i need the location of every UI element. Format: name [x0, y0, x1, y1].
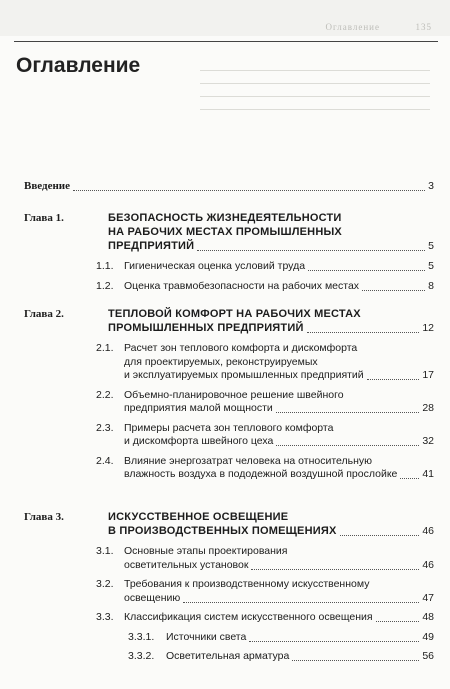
section-number: 2.4.: [96, 454, 114, 467]
dot-leader: [308, 269, 425, 271]
section-title-line: для проектируемых, реконструируемых: [124, 355, 318, 368]
toc-intro-page: 3: [428, 180, 434, 192]
header-strip: [0, 0, 450, 36]
chapter-label: Глава 2.: [24, 308, 64, 320]
section-title-line: Влияние энергозатрат человека на относительную: [124, 454, 373, 467]
dot-leader: [276, 444, 419, 446]
dot-leader: [340, 534, 420, 536]
chapter-title-line: ИСКУССТВЕННОЕ ОСВЕЩЕНИЕ: [108, 511, 289, 523]
section-page: 17: [422, 369, 434, 381]
dot-leader: [400, 477, 419, 479]
section-title-line: Классификация систем искусственного освещения: [124, 611, 373, 623]
section-title-line: Основные этапы проектирования: [124, 545, 288, 557]
section-page: 49: [422, 630, 434, 643]
chapter-title-line: ТЕПЛОВОЙ КОМФОРТ НА РАБОЧИХ МЕСТАХ: [108, 308, 361, 320]
header-page-number: 135: [415, 22, 432, 32]
section-page: 46: [422, 558, 434, 571]
header-rule: [14, 41, 438, 42]
section-page: 41: [422, 468, 434, 480]
section-page: 8: [428, 279, 434, 292]
toc-intro-label: Введение: [24, 180, 71, 192]
section-number: 3.3.: [96, 611, 114, 623]
chapter-title-line: БЕЗОПАСНОСТЬ ЖИЗНЕДЕЯТЕЛЬНОСТИ: [108, 212, 342, 224]
section-page: 48: [422, 611, 434, 623]
chapter-label: Глава 3.: [24, 511, 64, 523]
section-page: 47: [422, 591, 434, 604]
section-page: 32: [422, 435, 434, 447]
section-number: 3.1.: [96, 545, 114, 557]
page-title: Оглавление: [16, 54, 141, 77]
chapter-label: Глава 1.: [24, 212, 64, 224]
section-title-line: Оценка травмобезопасности на рабочих местах: [124, 279, 360, 292]
section-title-line: и дискомфорта швейного цеха: [124, 435, 274, 447]
section-number: 2.2.: [96, 388, 114, 401]
section-title-line: освещению: [124, 591, 181, 604]
section-title-line: предприятия малой мощности: [124, 402, 273, 414]
section-title-line: Осветительная арматура: [166, 650, 290, 662]
chapter-title-line: ПРЕДПРИЯТИЙ: [108, 240, 195, 252]
chapter-title-line: ПРОМЫШЛЕННЫХ ПРЕДПРИЯТИЙ: [108, 322, 304, 334]
section-title-line: влажность воздуха в пододежной воздушной прослойке: [124, 468, 398, 480]
dot-leader: [292, 659, 419, 661]
section-title-line: осветительных установок: [124, 558, 249, 571]
section-page: 28: [422, 402, 434, 414]
dot-leader: [367, 378, 420, 380]
section-title-line: Объемно-планировочное решение швейного: [124, 388, 344, 401]
section-page: 5: [428, 260, 434, 272]
dot-leader: [276, 411, 420, 413]
chapter-page: 12: [422, 322, 434, 334]
dot-leader: [362, 289, 425, 291]
section-title-line: Примеры расчета зон теплового комфорта: [124, 421, 334, 434]
dot-leader: [249, 640, 419, 642]
section-number: 2.3.: [96, 421, 114, 434]
dot-leader: [251, 568, 419, 570]
running-header: Оглавление: [325, 22, 380, 32]
section-number: 1.2.: [96, 279, 114, 292]
section-number: 3.3.2.: [128, 650, 155, 662]
section-number: 3.3.1.: [128, 630, 155, 643]
dot-leader: [307, 331, 420, 333]
dot-leader: [376, 620, 420, 622]
section-title-line: Гигиеническая оценка условий труда: [124, 260, 306, 272]
dot-leader: [183, 601, 419, 603]
chapter-title-line: НА РАБОЧИХ МЕСТАХ ПРОМЫШЛЕННЫХ: [108, 226, 342, 238]
dot-leader: [73, 189, 425, 191]
section-page: 56: [422, 650, 434, 662]
chapter-page: 5: [428, 240, 434, 252]
section-number: 2.1.: [96, 342, 114, 354]
section-title-line: Источники света: [166, 630, 247, 643]
chapter-page: 46: [422, 525, 434, 537]
bleed-through-area: [200, 66, 430, 126]
section-number: 3.2.: [96, 578, 114, 590]
section-title-line: и эксплуатируемых промышленных предприятий: [124, 369, 364, 381]
section-title-line: Требования к производственному искусственному: [124, 578, 370, 590]
section-number: 1.1.: [96, 260, 114, 272]
dot-leader: [197, 249, 425, 251]
chapter-title-line: В ПРОИЗВОДСТВЕННЫХ ПОМЕЩЕНИЯХ: [108, 525, 337, 537]
section-title-line: Расчет зон теплового комфорта и дискомфорта: [124, 342, 358, 354]
